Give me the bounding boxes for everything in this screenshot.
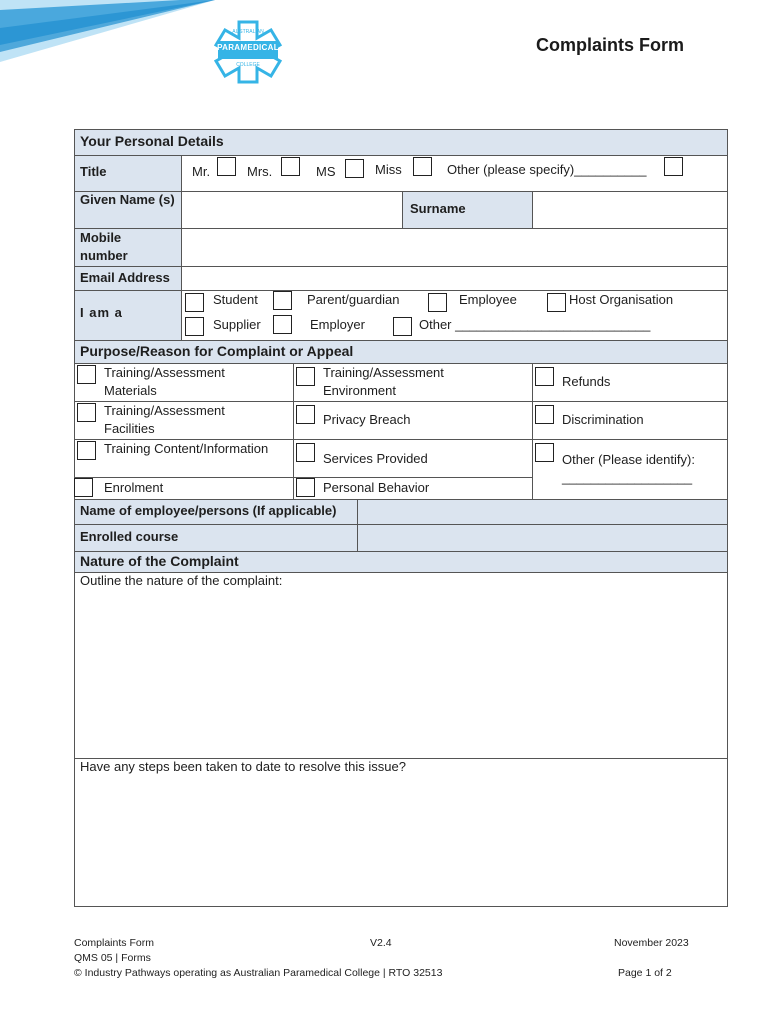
purpose-behavior-label: Personal Behavior — [323, 480, 430, 495]
title-ms-label: MS — [316, 164, 336, 179]
title-mr-checkbox[interactable] — [217, 157, 236, 176]
email-input[interactable] — [182, 267, 726, 289]
iam-host-checkbox[interactable] — [547, 293, 566, 312]
steps-prompt: Have any steps been taken to date to resolve this issue? — [80, 759, 406, 774]
purpose-tam-label: Training/Assessment Materials — [104, 365, 225, 398]
college-logo — [212, 18, 284, 86]
course-input[interactable] — [358, 525, 726, 550]
rule — [402, 191, 403, 228]
footer-date: November 2023 — [614, 937, 689, 949]
given-name-label: Given Name (s) — [80, 192, 175, 207]
logo-line1: AUSTRALIAN — [232, 29, 264, 35]
purpose-privacy-checkbox[interactable] — [296, 405, 315, 424]
course-label: Enrolled course — [80, 529, 179, 544]
purpose-tae-label: Training/Assessment Environment — [323, 365, 444, 398]
footer-copyright: © Industry Pathways operating as Australian Paramedical College | RTO 32513 — [74, 967, 443, 979]
mobile-input[interactable] — [182, 229, 726, 265]
iam-label: I am a — [80, 305, 123, 320]
title-mrs-checkbox[interactable] — [281, 157, 300, 176]
employee-label: Name of employee/persons (If applicable) — [80, 503, 337, 518]
title-other-checkbox[interactable] — [664, 157, 683, 176]
footer-version: V2.4 — [370, 937, 392, 949]
purpose-other-label: Other (Please identify): — [562, 452, 695, 467]
employee-name-input[interactable] — [358, 500, 726, 523]
purpose-enrolment-label: Enrolment — [104, 480, 164, 495]
purpose-heading: Purpose/Reason for Complaint or Appeal — [80, 343, 354, 359]
rule — [74, 155, 727, 156]
title-label: Title — [80, 164, 107, 179]
iam-supplier-label: Supplier — [213, 317, 261, 332]
rule — [532, 363, 533, 499]
iam-host-label: Host Organisation — [569, 292, 674, 307]
title-miss-checkbox[interactable] — [413, 157, 432, 176]
rule — [74, 499, 727, 500]
purpose-services-label: Services Provided — [323, 451, 428, 466]
personal-heading: Your Personal Details — [80, 133, 224, 149]
iam-parent-label: Parent/guardian — [307, 292, 400, 307]
purpose-privacy-label: Privacy Breach — [323, 412, 411, 427]
iam-other-checkbox[interactable] — [393, 317, 412, 336]
purpose-refunds-label: Refunds — [562, 374, 611, 389]
purpose-tae-checkbox[interactable] — [296, 367, 315, 386]
logo-line3: COLLEGE — [236, 62, 260, 68]
title-mrs-label: Mrs. — [247, 164, 273, 179]
iam-student-checkbox[interactable] — [185, 293, 204, 312]
title-mr-label: Mr. — [192, 164, 211, 179]
title-ms-checkbox[interactable] — [345, 159, 364, 178]
purpose-tam-checkbox[interactable] — [77, 365, 96, 384]
purpose-other-checkbox[interactable] — [535, 443, 554, 462]
email-label: Email Address — [80, 270, 170, 285]
logo-line2: PARAMEDICAL — [217, 43, 279, 52]
iam-supplier-checkbox[interactable] — [185, 317, 204, 336]
iam-student-label: Student — [213, 292, 258, 307]
footer-form-name: Complaints Form — [74, 937, 154, 949]
surname-label: Surname — [410, 201, 466, 216]
rule — [74, 906, 727, 907]
rule — [727, 129, 728, 907]
iam-parent-checkbox[interactable] — [273, 291, 292, 310]
iam-employee-label: Employee — [459, 292, 517, 307]
footer-page: Page 1 of 2 — [618, 967, 672, 979]
outline-textarea[interactable] — [75, 592, 726, 757]
purpose-discrimination-checkbox[interactable] — [535, 405, 554, 424]
iam-employer-checkbox[interactable] — [273, 315, 292, 334]
footer-qms: QMS 05 | Forms — [74, 952, 151, 964]
steps-textarea[interactable] — [75, 778, 726, 905]
purpose-tci-checkbox[interactable] — [77, 441, 96, 460]
surname-input[interactable] — [533, 192, 726, 227]
purpose-discrimination-label: Discrimination — [562, 412, 644, 427]
purpose-tci-label: Training Content/Information — [104, 441, 269, 456]
rule — [74, 129, 727, 130]
rule — [74, 340, 727, 341]
iam-other-label: Other ___________________________ — [419, 317, 651, 332]
purpose-taf-checkbox[interactable] — [77, 403, 96, 422]
purpose-other-line: __________________ — [562, 470, 693, 485]
purpose-enrolment-checkbox[interactable] — [74, 478, 93, 497]
purpose-taf-label: Training/Assessment Facilities — [104, 403, 225, 436]
outline-prompt: Outline the nature of the complaint: — [80, 573, 283, 588]
purpose-behavior-checkbox[interactable] — [296, 478, 315, 497]
iam-employee-checkbox[interactable] — [428, 293, 447, 312]
title-miss-label: Miss — [375, 162, 402, 177]
mobile-label: Mobile number — [80, 230, 128, 263]
iam-employer-label: Employer — [310, 317, 365, 332]
given-name-input[interactable] — [182, 192, 401, 227]
purpose-services-checkbox[interactable] — [296, 443, 315, 462]
title-other-label: Other (please specify)__________ — [447, 162, 647, 177]
page-title: Complaints Form — [536, 35, 685, 55]
rule — [293, 363, 294, 499]
purpose-refunds-checkbox[interactable] — [535, 367, 554, 386]
nature-heading: Nature of the Complaint — [80, 553, 239, 569]
